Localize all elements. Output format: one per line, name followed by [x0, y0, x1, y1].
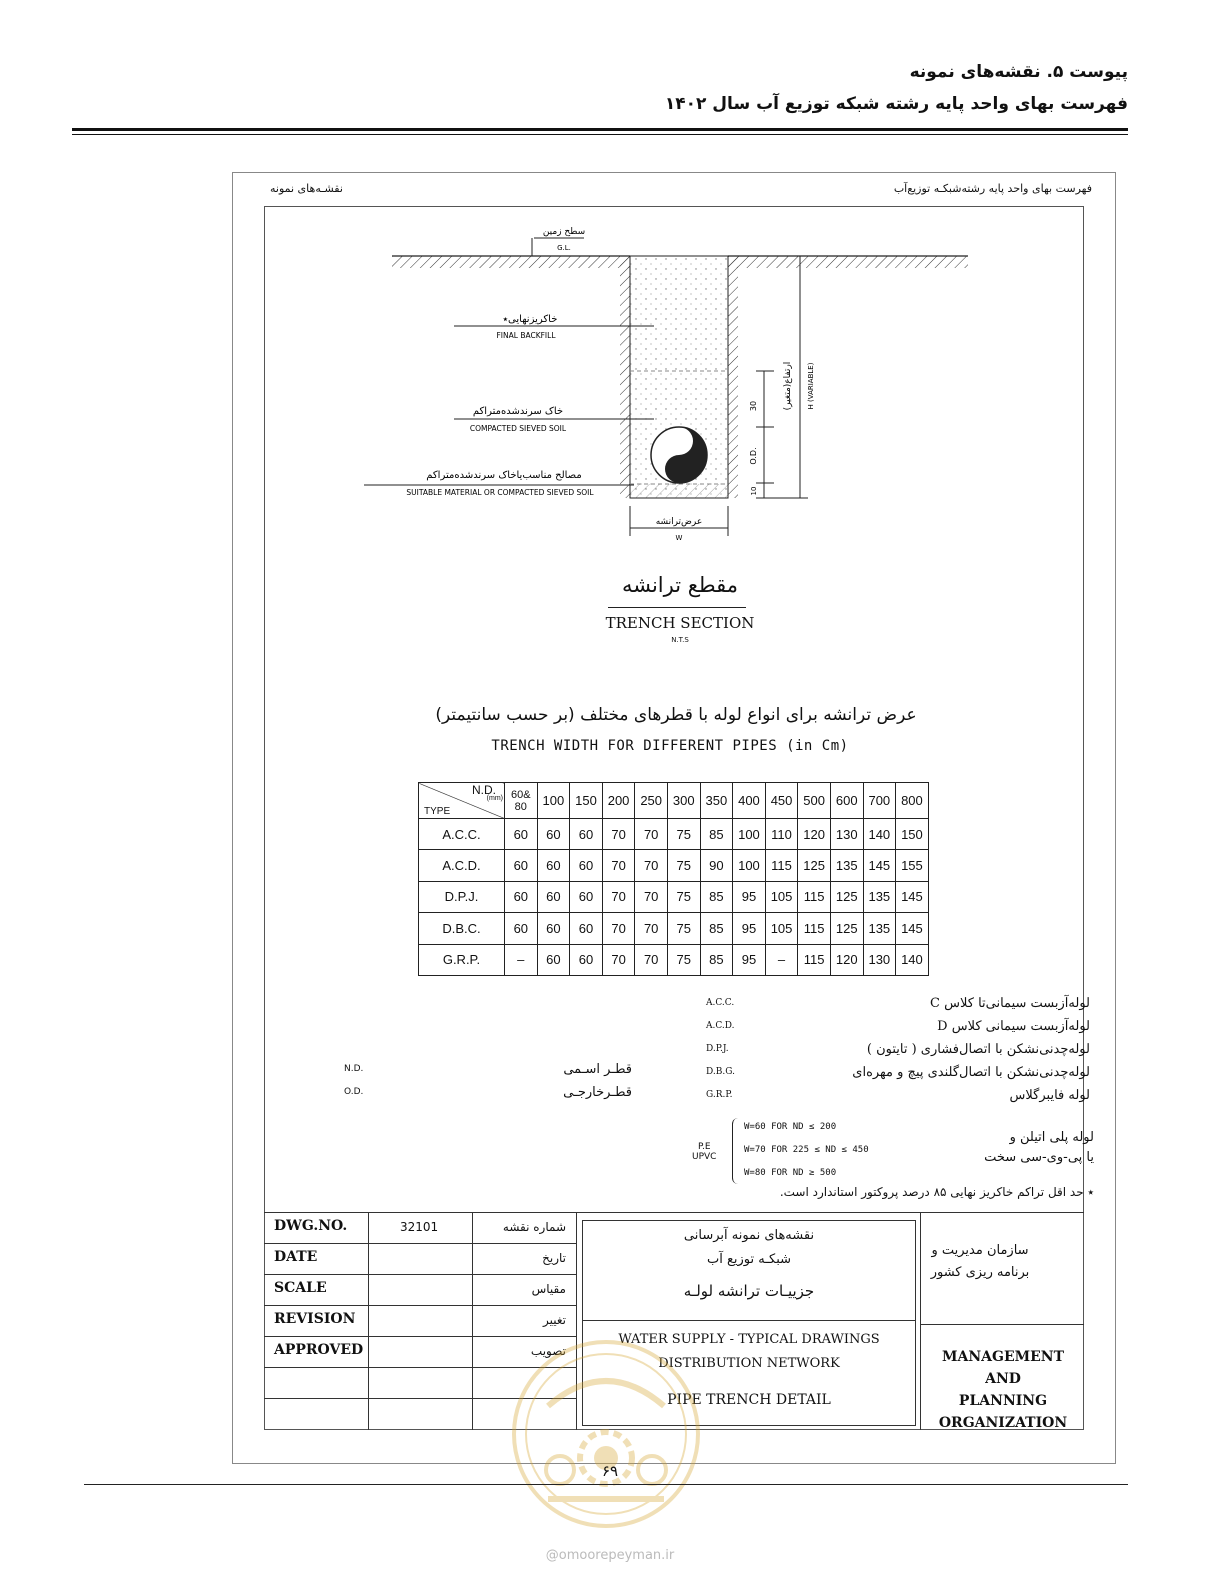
title-field-label-fa: تاریخ	[542, 1251, 566, 1265]
drawing-title-fa-2: شبکـه توزیع آب	[706, 1252, 792, 1267]
title-field-rule	[264, 1274, 576, 1275]
corner-type: TYPE	[424, 806, 451, 817]
title-field-label: DATE	[274, 1249, 318, 1265]
width-cell: 135	[863, 913, 896, 944]
width-label-en: W	[675, 534, 683, 542]
title-block-rule	[920, 1324, 1084, 1325]
table-row	[419, 881, 929, 912]
header-rule-thick	[72, 128, 1128, 131]
suitable-material-en: SUITABLE MATERIAL OR COMPACTED SIEVED SOIL	[406, 488, 594, 497]
column-header: 100	[537, 783, 570, 819]
sheet-header-left: نقشـه‌های نمونه	[270, 182, 343, 195]
width-cell: 150	[896, 819, 929, 850]
title-field-rule	[264, 1243, 576, 1244]
width-cell: 140	[896, 944, 929, 975]
width-cell: 85	[700, 819, 733, 850]
column-header: 700	[863, 783, 896, 819]
dim-30: 30	[749, 400, 758, 412]
dim-10: 10	[750, 486, 758, 496]
width-cell: 75	[667, 881, 700, 912]
width-cell: 125	[830, 881, 863, 912]
diameter-description: قطـرخارجـی	[563, 1085, 632, 1100]
width-cell: 60	[505, 881, 538, 912]
column-header: 600	[830, 783, 863, 819]
width-cell: 135	[830, 850, 863, 881]
width-cell: 145	[863, 850, 896, 881]
legend-abbr: A.C.C.	[706, 998, 735, 1008]
title-field-label-fa: تصویب	[530, 1344, 566, 1358]
width-cell: 125	[830, 913, 863, 944]
pe-rule: W=60 FOR ND ≤ 200	[744, 1122, 837, 1132]
title-field-value: 32101	[400, 1220, 439, 1234]
width-cell: 70	[602, 944, 635, 975]
height-label-en: H (VARIABLE)	[807, 362, 815, 410]
width-cell: 60	[570, 819, 603, 850]
width-cell: 70	[602, 819, 635, 850]
title-field-label-fa: مقیاس	[531, 1282, 566, 1296]
column-header: 150	[570, 783, 603, 819]
sheet-header-right: فهرست بهای واحد پایه رشته‌شبکـه توزیع‌آب	[893, 182, 1092, 195]
width-cell: 70	[635, 850, 668, 881]
width-cell: 100	[733, 819, 766, 850]
width-cell: 60	[537, 913, 570, 944]
trench-wall-right	[728, 256, 738, 498]
width-label-fa: عرض‌ترانشه	[655, 517, 703, 527]
width-cell: 95	[733, 881, 766, 912]
diameter-abbr: O.D.	[344, 1087, 364, 1097]
pipe-type-cell: G.R.P.	[419, 944, 505, 975]
section-title-rule	[608, 607, 746, 608]
width-cell: 60	[570, 944, 603, 975]
width-cell: 155	[896, 850, 929, 881]
ground-hatch-left	[392, 256, 630, 268]
ground-label-en: G.L.	[557, 244, 571, 252]
pe-description-fa: لوله پلی اتیلن و	[1009, 1130, 1094, 1145]
corner-nd: N.D.	[472, 783, 496, 797]
width-cell: 70	[602, 881, 635, 912]
pe-rule: W=70 FOR 225 ≤ ND ≤ 450	[744, 1145, 869, 1155]
column-header: 60& 80	[505, 783, 538, 819]
width-cell: 130	[863, 944, 896, 975]
legend-description: لوله‌چدنی‌نشکن با اتصال‌فشاری ( تایتون )	[866, 1042, 1090, 1057]
page-header	[665, 62, 1128, 114]
organization-name-en: MANAGEMENT AND PLANNING ORGANIZATION	[938, 1349, 1068, 1431]
legend-description: لوله‌آزبست سیمانی کلاس D	[937, 1019, 1090, 1034]
width-cell: 60	[505, 819, 538, 850]
pipe-type-cell: D.P.J.	[419, 881, 505, 912]
width-cell: 60	[505, 913, 538, 944]
title-field-label: SCALE	[274, 1280, 327, 1296]
organization-name-fa: سازمان مدیریت و برنامه ریزی کشور	[930, 1243, 1030, 1280]
width-cell: 85	[700, 913, 733, 944]
width-cell: 115	[765, 850, 798, 881]
width-cell: 85	[700, 881, 733, 912]
width-cell: 125	[798, 850, 831, 881]
compaction-note: ٭ حد اقل تراکم خاکریز نهایی ۸۵ درصد پروکتور استاندارد است.	[779, 1185, 1094, 1199]
width-cell: 140	[863, 819, 896, 850]
title-block-top-rule	[264, 1212, 1084, 1213]
drawing-title-en-1: WATER SUPPLY - TYPICAL DRAWINGS	[618, 1332, 880, 1347]
width-cell: 95	[733, 944, 766, 975]
table-corner-cell	[419, 783, 505, 819]
width-cell: 60	[570, 850, 603, 881]
width-cell: 85	[700, 944, 733, 975]
table-row	[419, 913, 929, 944]
compacted-soil-en: COMPACTED SIEVED SOIL	[469, 424, 567, 433]
width-cell: 75	[667, 819, 700, 850]
pipe-icon	[651, 427, 707, 483]
legend-description: لوله‌چدنی‌نشکن با اتصال‌گلندی پیچ و مهره‌ای	[852, 1065, 1090, 1080]
width-cell: 145	[896, 913, 929, 944]
drawing-title-rule	[582, 1320, 916, 1321]
title-field-label: APPROVED	[274, 1342, 364, 1358]
width-cell: 120	[830, 944, 863, 975]
table-title-fa: عرض ترانشه برای انواع لوله با قطرهای مختلف (بر حسب سانتیمتر)	[435, 705, 917, 725]
column-header: 800	[896, 783, 929, 819]
width-cell: 105	[765, 881, 798, 912]
table-row	[419, 819, 929, 850]
diameter-description: قطـر اسـمی	[563, 1062, 632, 1077]
column-header: 350	[700, 783, 733, 819]
legend-abbr: D.B.G.	[706, 1067, 735, 1077]
column-header: 450	[765, 783, 798, 819]
legend-abbr: G.R.P.	[706, 1090, 733, 1100]
width-cell: 70	[635, 881, 668, 912]
section-title-en: TRENCH SECTION	[605, 614, 755, 632]
width-cell: 110	[765, 819, 798, 850]
final-backfill-en: FINAL BACKFILL	[496, 331, 556, 340]
width-cell: 60	[505, 850, 538, 881]
width-cell: 130	[830, 819, 863, 850]
legend-abbr: D.P.J.	[706, 1044, 729, 1054]
header-rule-thin	[72, 134, 1128, 135]
drawing-title-en-2: DISTRIBUTION NETWORK	[658, 1356, 840, 1371]
ground-hatch-right	[728, 256, 968, 268]
pe-rule: W=80 FOR ND ≥ 500	[744, 1168, 837, 1178]
title-field-label-fa: شماره نقشه	[502, 1220, 566, 1234]
corner-mm: (mm)	[486, 795, 503, 802]
width-cell: 60	[537, 944, 570, 975]
title-field-label-fa: تغییر	[543, 1313, 566, 1327]
pe-brace	[732, 1118, 740, 1184]
title-field-label: DWG.NO.	[274, 1218, 348, 1234]
column-header: 200	[602, 783, 635, 819]
width-cell: 60	[570, 881, 603, 912]
width-cell: 95	[733, 913, 766, 944]
width-cell: 135	[863, 881, 896, 912]
drawing-title-en-3: PIPE TRENCH DETAIL	[667, 1392, 831, 1408]
drawing-title-fa-1: نقشه‌های نمونه آبرسانی	[683, 1228, 815, 1243]
width-cell: 90	[700, 850, 733, 881]
table-row	[419, 850, 929, 881]
width-cell: –	[505, 944, 538, 975]
watermark-url: @omoorepeyman.ir	[545, 1548, 675, 1563]
width-cell: –	[765, 944, 798, 975]
width-cell: 100	[733, 850, 766, 881]
width-cell: 70	[635, 913, 668, 944]
drawing-title-fa-3: جزییـات ترانشه لولـه	[683, 1282, 815, 1300]
width-cell: 115	[798, 881, 831, 912]
width-cell: 115	[798, 913, 831, 944]
width-cell: 60	[537, 819, 570, 850]
height-label-fa: ارتفاع(متغیر)	[783, 361, 793, 411]
width-cell: 70	[635, 819, 668, 850]
legend-description: لوله‌آزبست سیمانی‌تا کلاس C	[930, 996, 1090, 1011]
pe-description-fa: یا پی-وی-سی سخت	[984, 1150, 1094, 1165]
page-number: ۶۹	[601, 1462, 619, 1480]
width-cell: 75	[667, 913, 700, 944]
width-cell: 60	[537, 881, 570, 912]
width-cell: 115	[798, 944, 831, 975]
diameter-abbr: N.D.	[344, 1064, 364, 1074]
width-cell: 75	[667, 944, 700, 975]
appendix-title: پیوست ۵. نقشه‌های نمونه	[909, 62, 1128, 82]
table-title-en: TRENCH WIDTH FOR DIFFERENT PIPES (in Cm)	[491, 738, 849, 754]
section-title-fa: مقطع ترانشه	[621, 573, 739, 597]
pipe-type-cell: A.C.D.	[419, 850, 505, 881]
pe-upvc-label: P.E UPVC	[692, 1142, 717, 1162]
watermark-seal-icon	[508, 1336, 704, 1532]
width-cell: 60	[537, 850, 570, 881]
title-field-rule	[264, 1305, 576, 1306]
table-row	[419, 944, 929, 975]
table-header-row	[419, 783, 929, 819]
compacted-soil-fa: خاک سرندشده‌متراکم	[472, 406, 564, 417]
width-cell: 75	[667, 850, 700, 881]
width-cell: 70	[602, 913, 635, 944]
trench-width-table	[418, 782, 929, 976]
width-cell: 60	[570, 913, 603, 944]
column-header: 400	[733, 783, 766, 819]
suitable-material-fa: مصالح مناسب‌یاخاک سرندشده‌متراکم	[426, 470, 582, 481]
document-title: فهرست بهای واحد پایه رشته شبکه توزیع آب سال ۱۴۰۲	[664, 94, 1128, 114]
width-cell: 70	[635, 944, 668, 975]
section-scale: N.T.S	[671, 636, 689, 644]
width-cell: 70	[602, 850, 635, 881]
pipe-type-cell: A.C.C.	[419, 819, 505, 850]
width-cell: 105	[765, 913, 798, 944]
width-cell: 120	[798, 819, 831, 850]
ground-label-fa: سطح زمین	[542, 227, 586, 237]
column-header: 300	[667, 783, 700, 819]
legend-description: لوله فایبرگلاس	[1009, 1088, 1090, 1103]
column-header: 250	[635, 783, 668, 819]
dim-od: O.D.	[749, 447, 758, 465]
trench-section-drawing	[264, 206, 1084, 546]
trench-wall-left	[620, 256, 630, 498]
pipe-type-cell: D.B.C.	[419, 913, 505, 944]
column-header: 500	[798, 783, 831, 819]
title-field-label: REVISION	[274, 1311, 356, 1327]
footer-rule	[84, 1484, 1128, 1485]
final-backfill-fa: خاکریزنهایی٭	[502, 314, 558, 325]
legend-abbr: A.C.D.	[706, 1021, 735, 1031]
width-cell: 145	[896, 881, 929, 912]
